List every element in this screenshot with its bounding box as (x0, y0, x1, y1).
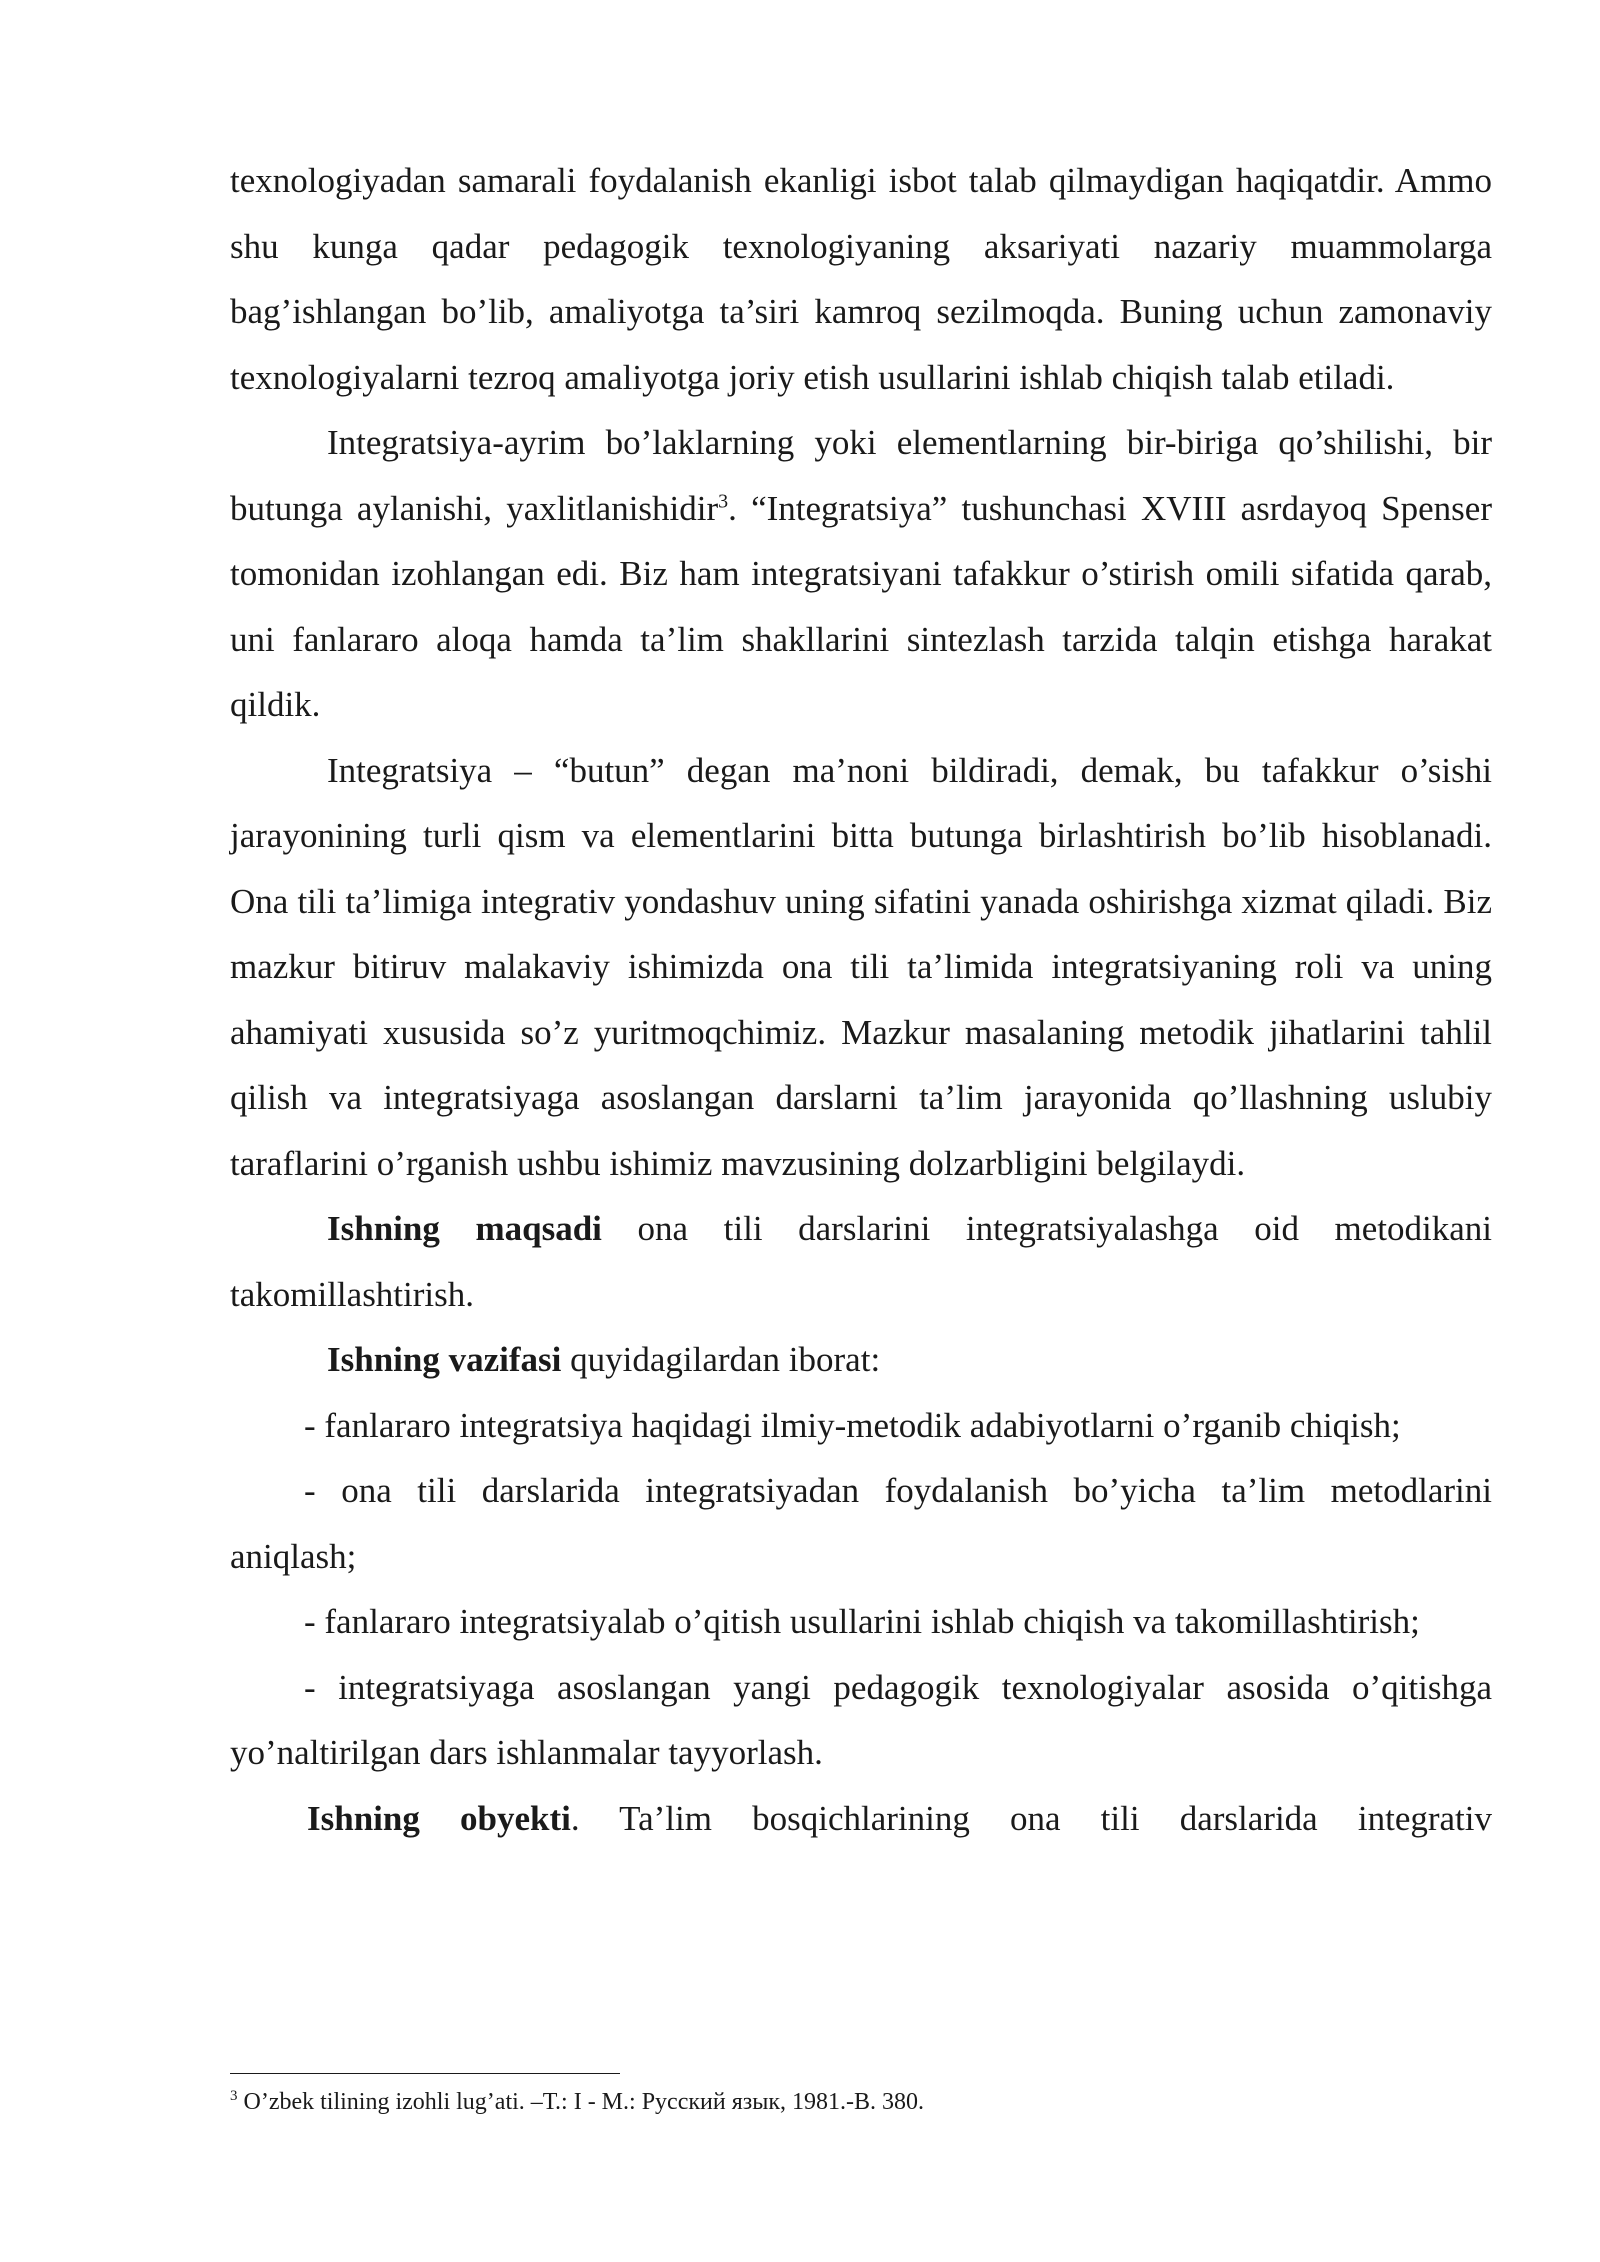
tasks-label: Ishning vazifasi (327, 1340, 562, 1379)
object-label: Ishning obyekti (307, 1798, 571, 1838)
paragraph-integration-meaning: Integratsiya – “butun” degan ma’noni bildiradi, demak, bu tafakkur o’sishi jarayonining turli qism va elementlarini bitta butunga birlashtirish bo’lib hisoblanadi. Ona tili ta’limiga integrativ yondashuv uning sifatini yanada oshirishga xizmat qiladi. Biz mazkur bitiruv malakaviy ishimizda ona tili ta’limida integratsiyaning roli va uning ahamiyati xususida so’z yuritmoqchimiz. Mazkur masalaning metodik jihatlarini tahlil qilish va integratsiyaga asoslangan darslarni ta’lim jarayonida qo’llashning uslubiy taraflarini o’rganish ushbu ishimiz mavzusining dolzarbligini belgilaydi. (230, 750, 1492, 1183)
footnote-separator (230, 2073, 620, 2074)
footnote-number: 3 (230, 2088, 238, 2104)
paragraph-intro: texnologiyadan samarali foydalanish ekanligi isbot talab qilmaydigan haqiqatdir. Ammo shu kunga qadar pedagogik texnologiyaning aksariyati nazariy muammolarga bag’ishlangan bo’lib, amaliyotga ta’siri kamroq sezilmoqda. Buning uchun zamonaviy texnologiyalarni tezroq amaliyotga joriy etish usullarini ishlab chiqish talab etiladi. (230, 161, 1492, 397)
body-text (230, 148, 1492, 1851)
paragraph-integration-definition (230, 410, 1492, 738)
footnote-text: O’zbek tilining izohli lug’ati. –Т.: I - М.: Русский язык, 1981.-В. 380. (237, 2089, 924, 2115)
task-item: - fanlararo integratsiyalab o’qitish usullarini ishlab chiqish va takomillashtirish; (304, 1602, 1420, 1641)
footnote-reference: 3 (718, 489, 729, 512)
paragraph-text: . “Integratsiya” tushunchasi XVIII asrdayoq Spenser tomonidan izohlangan edi. Biz ham integratsiyani tafakkur o’stirish omili sifatida qarab, uni fanlararo aloqa hamda ta’lim shakllarini sintezlash tarzida talqin etishga harakat qildik. (230, 488, 1492, 724)
paragraph-text: Integratsiya-ayrim bo’laklarning yoki elementlarning bir-biriga qo’shilishi, bir butunga aylanishi, yaxlitlanishidir (230, 423, 1492, 528)
paragraph-goal (230, 1196, 1492, 1327)
object-text: . Ta’lim bosqichlarining ona tili darslarida integrativ (570, 1798, 1492, 1838)
footnote (230, 2086, 1492, 2118)
paragraph-object (230, 1786, 1492, 1852)
goal-text: ona tili darslarini integratsiyalashga oid metodikani takomillashtirish. (230, 1209, 1493, 1314)
task-item: - ona tili darslarida integratsiyadan foydalanish bo’yicha ta’lim metodlarini aniqlash; (230, 1471, 1492, 1576)
goal-label: Ishning maqsadi (327, 1209, 602, 1248)
paragraph-tasks (230, 1327, 1492, 1393)
task-item: - integratsiyaga asoslangan yangi pedagogik texnologiyalar asosida o’qitishga yo’naltirilgan dars ishlanmalar tayyorlash. (230, 1667, 1492, 1772)
task-item: - fanlararo integratsiya haqidagi ilmiy-metodik adabiyotlarni o’rganib chiqish; (304, 1405, 1401, 1445)
tasks-text: quyidagilardan iborat: (561, 1340, 881, 1379)
